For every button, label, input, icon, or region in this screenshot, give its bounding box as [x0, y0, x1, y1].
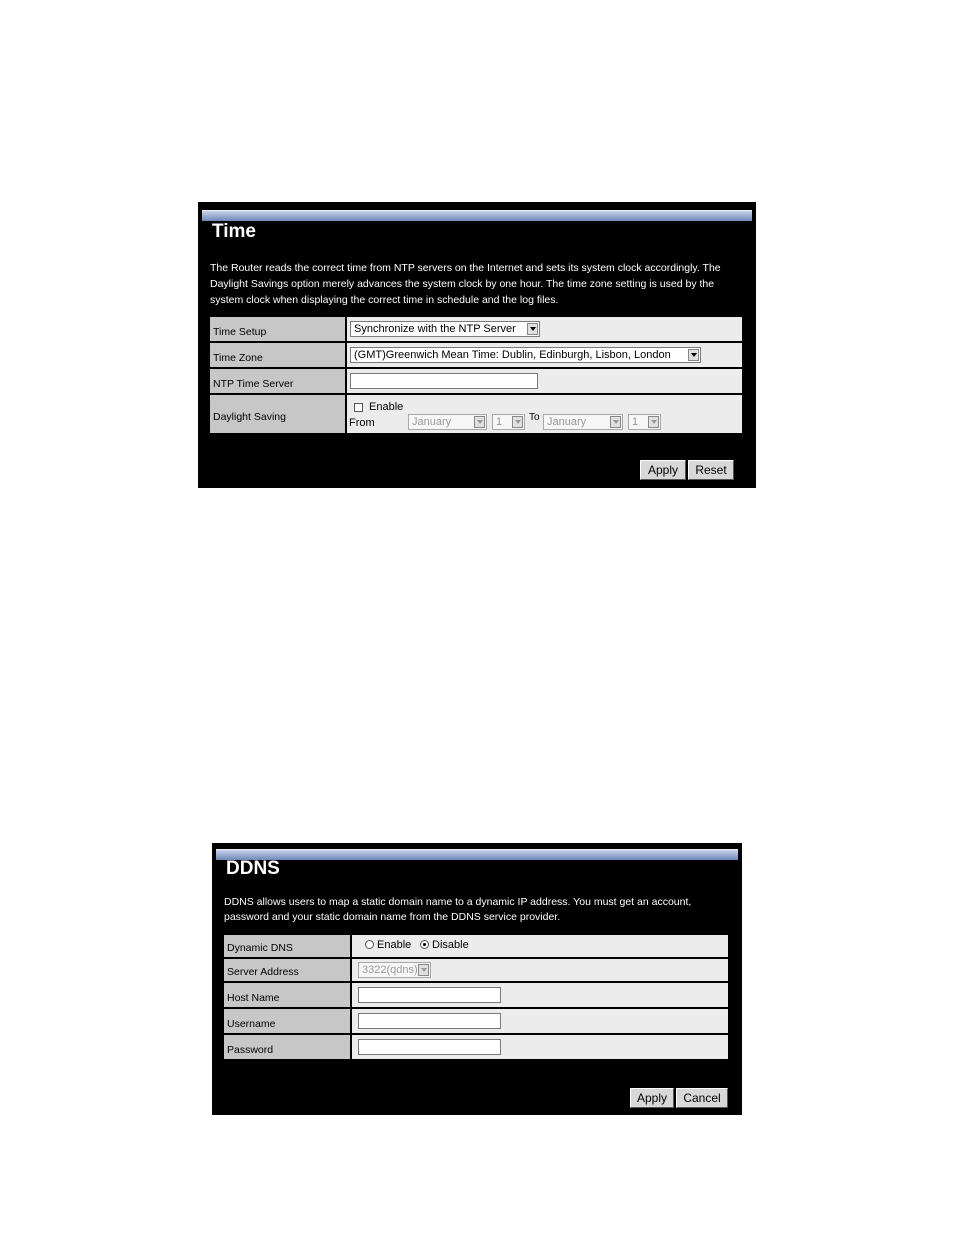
server-address-row — [224, 959, 728, 981]
ddns-panel — [212, 843, 742, 1115]
time-setup-label: Time Setup — [210, 317, 347, 341]
dynamic-dns-cell — [352, 935, 728, 957]
password-input[interactable] — [358, 1039, 501, 1055]
time-zone-cell — [347, 343, 742, 367]
ddns-title-bar — [216, 849, 738, 860]
time-apply-button[interactable]: Apply — [640, 460, 686, 480]
username-row — [224, 1009, 728, 1033]
time-title: Time — [212, 221, 257, 242]
time-zone-row — [210, 343, 742, 367]
host-name-input[interactable] — [358, 987, 501, 1003]
password-row — [224, 1035, 728, 1059]
password-label: Password — [224, 1035, 352, 1059]
dynamic-dns-label: Dynamic DNS — [224, 935, 352, 957]
daylight-from-month-select[interactable] — [408, 414, 487, 430]
dynamic-dns-enable-radio[interactable] — [365, 940, 374, 949]
daylight-to-month-value: January — [547, 416, 587, 428]
daylight-saving-label: Daylight Saving — [210, 395, 347, 433]
daylight-from-month-value: January — [412, 416, 452, 428]
daylight-from-day-select[interactable] — [492, 414, 525, 430]
daylight-enable-label: Enable — [369, 401, 404, 413]
username-label: Username — [224, 1009, 352, 1033]
ddns-title: DDNS — [226, 858, 280, 879]
ntp-server-row — [210, 369, 742, 393]
server-address-value: 3322(qdns) — [362, 964, 418, 976]
daylight-to-month-select[interactable] — [543, 414, 623, 430]
ddns-description: DDNS allows users to map a static domain name to a dynamic IP address. You must get an account, password and your static domain name from the DDNS service provider. — [224, 896, 692, 923]
host-name-cell — [352, 983, 728, 1007]
daylight-saving-row — [210, 395, 742, 433]
dynamic-dns-row — [224, 935, 728, 957]
daylight-from-day-value: 1 — [496, 416, 503, 428]
server-address-label: Server Address — [224, 959, 352, 981]
ddns-apply-button[interactable]: Apply — [630, 1088, 674, 1108]
time-zone-value: (GMT)Greenwich Mean Time: Dublin, Edinburgh, Lisbon, London — [354, 349, 671, 361]
time-setup-value: Synchronize with the NTP Server — [354, 323, 516, 335]
chevron-down-icon — [474, 416, 485, 428]
time-description: The Router reads the correct time from NTP servers on the Internet and sets its system clock accordingly. The Daylight Savings option merely advances the system clock by one hour. The time zone setting is used by the system clock when displaying the correct time in schedule and the log files. — [210, 262, 721, 306]
daylight-saving-cell — [347, 395, 742, 433]
dynamic-dns-disable-radio[interactable] — [420, 940, 429, 949]
time-setup-row — [210, 317, 742, 341]
time-zone-label: Time Zone — [210, 343, 347, 367]
chevron-down-icon — [527, 323, 538, 335]
ntp-server-cell — [347, 369, 742, 393]
ntp-server-label: NTP Time Server — [210, 369, 347, 393]
username-cell — [352, 1009, 728, 1033]
daylight-enable-checkbox[interactable] — [354, 403, 363, 412]
time-setup-select[interactable] — [350, 321, 540, 337]
ddns-cancel-button[interactable]: Cancel — [676, 1088, 728, 1108]
chevron-down-icon — [648, 416, 659, 428]
daylight-from-label: From — [349, 417, 375, 429]
daylight-to-label: To — [529, 412, 540, 423]
dynamic-dns-enable-label: Enable — [377, 939, 412, 951]
time-panel — [198, 202, 756, 488]
time-title-bar — [202, 210, 752, 221]
chevron-down-icon — [512, 416, 523, 428]
server-address-select[interactable] — [358, 962, 431, 978]
time-zone-select[interactable] — [350, 347, 701, 363]
chevron-down-icon — [610, 416, 621, 428]
ntp-server-input[interactable] — [350, 373, 538, 389]
chevron-down-icon — [688, 349, 699, 361]
password-cell — [352, 1035, 728, 1059]
host-name-label: Host Name — [224, 983, 352, 1007]
host-name-row — [224, 983, 728, 1007]
time-reset-button[interactable]: Reset — [688, 460, 734, 480]
server-address-cell — [352, 959, 728, 981]
daylight-to-day-value: 1 — [632, 416, 639, 428]
time-setup-cell — [347, 317, 742, 341]
username-input[interactable] — [358, 1013, 501, 1029]
daylight-to-day-select[interactable] — [628, 414, 661, 430]
chevron-down-icon — [418, 964, 429, 976]
dynamic-dns-disable-label: Disable — [432, 939, 469, 951]
